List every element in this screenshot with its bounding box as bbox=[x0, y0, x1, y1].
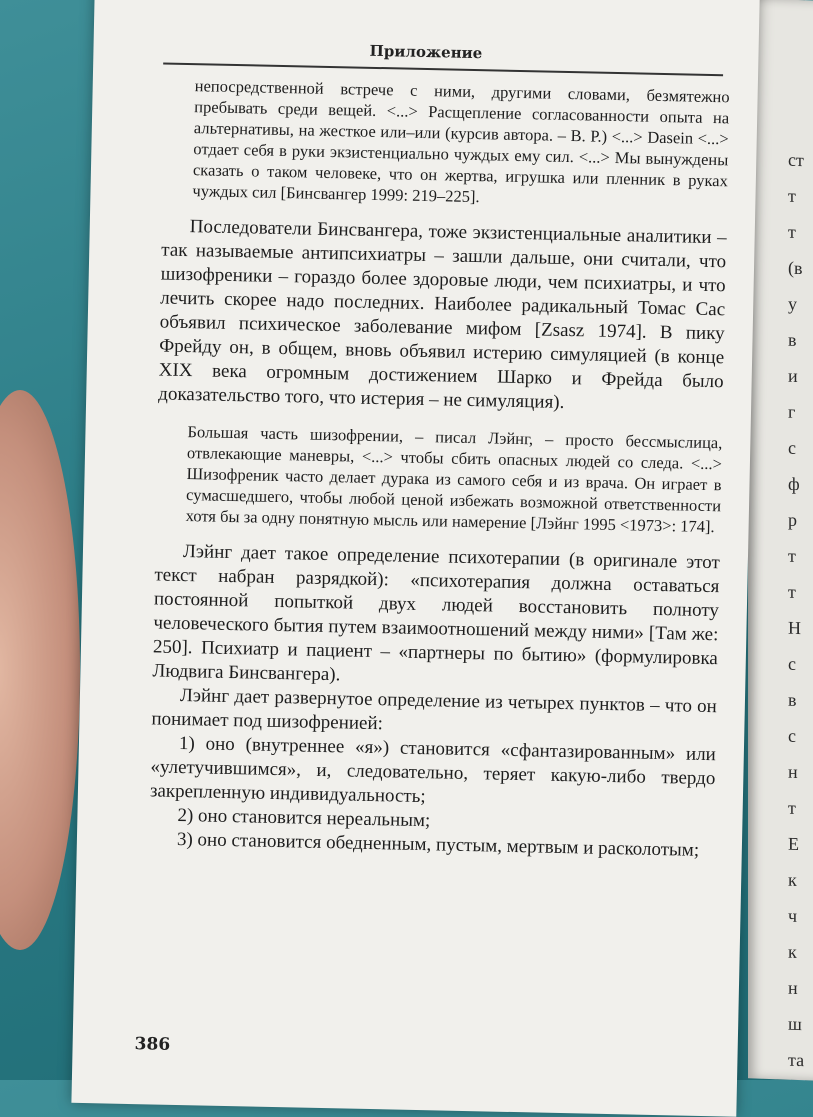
facing-page-fragment: у bbox=[788, 293, 797, 314]
list-item-2: 2) оно становится нереальным; bbox=[177, 804, 431, 832]
facing-page-fragment: ф bbox=[788, 473, 800, 495]
facing-page-fragment: к bbox=[788, 941, 797, 962]
facing-page-fragment: (в bbox=[788, 257, 803, 279]
book-page bbox=[71, 0, 760, 1117]
facing-page-fragment: т bbox=[788, 545, 796, 566]
facing-page-fragment: с bbox=[788, 437, 796, 458]
page-text bbox=[149, 75, 730, 864]
facing-page-fragment: н bbox=[788, 761, 798, 782]
quote-binswanger: непосредственной встрече с ними, другими словами, безмятежно пребывать среди вещей. <...> Расщепление согласованности опыта на альтернативы, на жесткое или–или (курсив автора. – В. Р.) <...> Dasein <...> отдает себя в руки экзистенциально чуждых ему сил. <...> Мы вынуждены сказать о таком человеке, что он жертва, игрушка или пленник в руках чуждых сил [Бинсвангер 1999: 219–225]. bbox=[192, 76, 730, 207]
facing-page-edge bbox=[748, 0, 813, 1082]
facing-page-fragment: к bbox=[788, 869, 797, 890]
facing-page-fragment: т bbox=[788, 221, 796, 242]
facing-page-fragment: Е bbox=[788, 833, 799, 855]
facing-page-fragment: и bbox=[788, 365, 798, 386]
facing-page-fragment: н bbox=[788, 977, 798, 998]
paragraph-followers: Последователи Бинсвангера, тоже экзистенциальные аналитики – так называемые антипсихиатры – зашли дальше, они считали, что шизофреники – гораздо более здоровые люди, чем психиатры, и что лечить скорее надо последних. Наиболее радикальный Томас Сас объявил психическое заболевание мифом [Zsasz 1974]. В пику Фрейду он, в общем, вновь объявил истерию симуляцией (в конце XIX века огромным достижением Шарко и Фрейда было доказательство того, что истерия – не симуляция). bbox=[158, 216, 727, 413]
facing-page-fragment: р bbox=[788, 509, 797, 530]
facing-page-fragment: с bbox=[788, 653, 796, 674]
facing-page-fragment: в bbox=[788, 329, 797, 350]
facing-page-fragment: ш bbox=[788, 1013, 802, 1035]
list-item-3: 3) оно становится обедненным, пустым, мертвым и расколотым; bbox=[176, 828, 700, 861]
list-item-1: 1) оно (внутреннее «я») становится «сфантазированным» или «улетучившимся», и, следовательно, теряет какую-либо твердо закрепленную индивидуальность; bbox=[149, 732, 717, 808]
facing-page-fragment: в bbox=[788, 689, 797, 710]
facing-page-fragment: т bbox=[788, 185, 796, 206]
facing-page-fragment: с bbox=[788, 725, 796, 746]
facing-page-fragment: г bbox=[788, 401, 796, 422]
facing-page-fragment: ч bbox=[788, 905, 798, 926]
facing-page-fragment: та bbox=[788, 1049, 805, 1071]
hand bbox=[0, 390, 80, 950]
page-number: 386 bbox=[134, 1034, 171, 1055]
quote-laing: Большая часть шизофрении, – писал Лэйнг, – просто бессмыслица, отвлекающие маневры, <...> чтобы сбить опасных людей со следа. <...> Шизофреник часто делает дурака из самого себя и из врача. Он играет в сумасшедшего, чтобы любой ценой избежать возможной ответственности хотя бы за одну понятную мысль или намерение [Лэйнг 1995 <1973>: 174]. bbox=[185, 422, 723, 537]
facing-page-fragment: т bbox=[788, 797, 796, 818]
facing-page-fragment: Н bbox=[788, 617, 801, 639]
running-head: Приложение bbox=[369, 41, 483, 63]
paragraph-psychotherapy: Лэйнг дает такое определение психотерапии (в оригинале этот текст набран разрядкой): «психотерапия должна оставаться постоянной попыткой двух людей восстановить полноту человеческого бытия путем взаимоотношений между ними» [Там же: 250]. Психиатр и пациент – «партнеры по бытию» (формулировка Людвига Бинсвангера). bbox=[152, 541, 721, 686]
paragraph-definition: Лэйнг дает развернутое определение из четырех пунктов – что он понимает под шизофренией: bbox=[151, 684, 718, 735]
facing-page-fragment: ст bbox=[788, 149, 804, 171]
facing-page-fragment: т bbox=[788, 581, 796, 602]
